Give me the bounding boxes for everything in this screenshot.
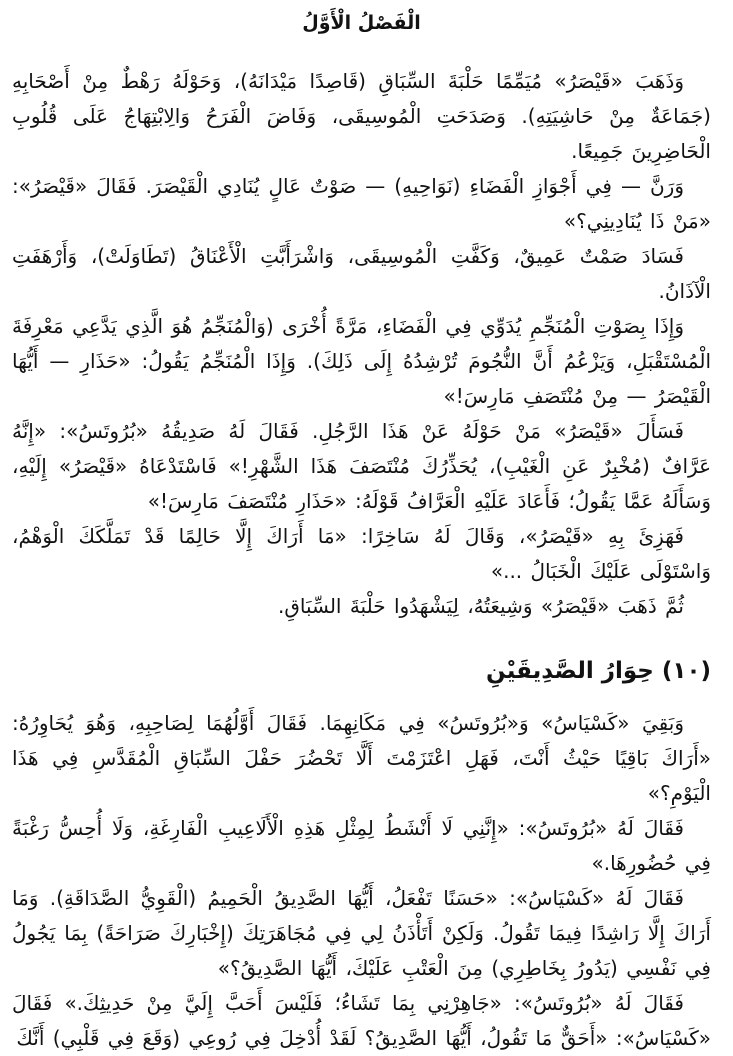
paragraph: فَهَزِئَ بِهِ «قَيْصَرُ»، وَقَالَ لَهُ سَاخِرًا: «مَا أَرَاكَ إِلَّا حَالِمًا قَدْ تَمَلَّكَكَ الْوَهْمُ، وَاسْتَوْلَى عَلَيْكَ الْخَبَالُ ...» [12, 524, 711, 583]
paragraph: وَذَهَبَ «قَيْصَرُ» مُيَمِّمًا حَلْبَةَ السِّبَاقِ (قَاصِدًا مَيْدَانَهُ)، وَحَوْلَهُ رَهْطٌ مِنْ أَصْحَابِهِ (جَمَاعَةٌ مِنْ حَاشِيَتِهِ). وَصَدَحَتِ الْمُوسِيقَى، وَفَاضَ الْفَرَحُ وَالِابْتِهَاجُ عَلَى قُلُوبِ الْحَاضِرِينَ جَمِيعًا. [12, 69, 711, 163]
paragraph: فَقَالَ لَهُ «بُرُوتَسُ»: «جَاهِرْنِي بِمَا تَشَاءُ؛ فَلَيْسَ أَحَبَّ إِلَيَّ مِنْ حَدِيثِكَ.» فَقَالَ «كَسْيَاسُ»: «أَحَقٌّ مَا تَقُولُ، أَيُّهَا الصَّدِيقُ؟ لَقَدْ أُدْخِلَ فِي رُوعِي (وَقَعَ فِي قَلْبِي) أَنَّكَ [12, 991, 711, 1050]
section-heading: (١٠) حِوَارُ الصَّدِيقَيْنِ [486, 658, 711, 684]
chapter-title: الْفَصْلُ الْأَوَّلُ [302, 12, 421, 34]
paragraph: وَرَنَّ — فِي أَجْوَازِ الْفَضَاءِ (نَوَاحِيهِ) — صَوْتٌ عَالٍ يُنَادِي الْقَيْصَرَ. فَقَالَ «قَيْصَرُ»: «مَنْ ذَا يُنَادِينِي؟» [12, 174, 711, 233]
paragraph: فَقَالَ لَهُ «كَسْيَاسُ»: «حَسَنًا تَفْعَلُ، أَيُّهَا الصَّدِيقُ الْحَمِيمُ (الْقَوِيُّ الصَّدَاقَةِ). وَمَا أَرَاكَ إِلَّا رَاشِدًا فِيمَا تَقُولُ. وَلَكِنْ أَتَأْذَنُ لِي فِي مُجَاهَرَتِكَ (إِخْبَارِكَ صَرَاحَةً) بِمَا يَجُولُ فِي نَفْسِي (يَدُورُ بِخَاطِرِي) مِنَ الْعَتْبِ عَلَيْكَ، أَيُّهَا الصَّدِيقُ؟» [12, 886, 711, 980]
paragraph: وَبَقِيَ «كَسْيَاسُ» وَ«بُرُوتَسُ» فِي مَكَانِهِمَا. فَقَالَ أَوَّلُهُمَا لِصَاحِبِهِ، وَهُوَ يُحَاوِرُهُ: «أَرَاكَ بَاقِيًا حَيْثُ أَنْتَ، فَهَلِ اعْتَزَمْتَ أَلَّا تَحْضُرَ حَفْلَ السِّبَاقِ الْمُقَدَّسِ فِي هَذَا الْيَوْمِ؟» [12, 711, 711, 805]
paragraph: وَإِذَا بِصَوْتِ الْمُنَجِّمِ يُدَوِّي فِي الْفَضَاءِ، مَرَّةً أُخْرَى (وَالْمُنَجِّمُ هُوَ الَّذِي يَدَّعِي مَعْرِفَةَ الْمُسْتَقْبَلِ، وَيَزْعُمُ أَنَّ النُّجُومَ تُرْشِدُهُ إِلَى ذَلِكَ). وَإِذَا الْمُنَجِّمُ يَقُولُ: «حَذَارِ — أَيُّهَا الْقَيْصَرُ — مِنْ مُنْتَصَفِ مَارِسَ!» [12, 314, 711, 408]
paragraph: ثُمَّ ذَهَبَ «قَيْصَرُ» وَشِيعَتُهُ، لِيَشْهَدُوا حَلْبَةَ السِّبَاقِ. [277, 594, 684, 618]
paragraph: فَسَادَ صَمْتٌ عَمِيقٌ، وَكَفَّتِ الْمُوسِيقَى، وَاشْرَأَبَّتِ الْأَعْنَاقُ (تَطَاوَلَتْ)، وَأَرْهَفَتِ الْآذَانُ. [12, 244, 711, 303]
paragraph: فَقَالَ لَهُ «بُرُوتَسُ»: «إِنَّنِي لَا أَنْشَطُ لِمِثْلِ هَذِهِ الْأَلَاعِيبِ الْفَارِغَةِ، وَلَا أُحِسُّ رَغْبَةً فِي حُضُورِهَا.» [12, 816, 711, 875]
paragraph: فَسَأَلَ «قَيْصَرُ» مَنْ حَوْلَهُ عَنْ هَذَا الرَّجُلِ. فَقَالَ لَهُ صَدِيقُهُ «بُرُوتَسُ»: «إِنَّهُ عَرَّافٌ (مُخْبِرٌ عَنِ الْغَيْبِ)، يُحَذِّرُكَ مُنْتَصَفَ هَذَا الشَّهْرِ!» فَاسْتَدْعَاهُ «قَيْصَرُ» إِلَيْهِ، وَسَأَلَهُ عَمَّا يَقُولُ؛ فَأَعَادَ عَلَيْهِ الْعَرَّافُ قَوْلَهُ: «حَذَارِ مُنْتَصَفَ مَارِسَ!» [12, 419, 711, 513]
